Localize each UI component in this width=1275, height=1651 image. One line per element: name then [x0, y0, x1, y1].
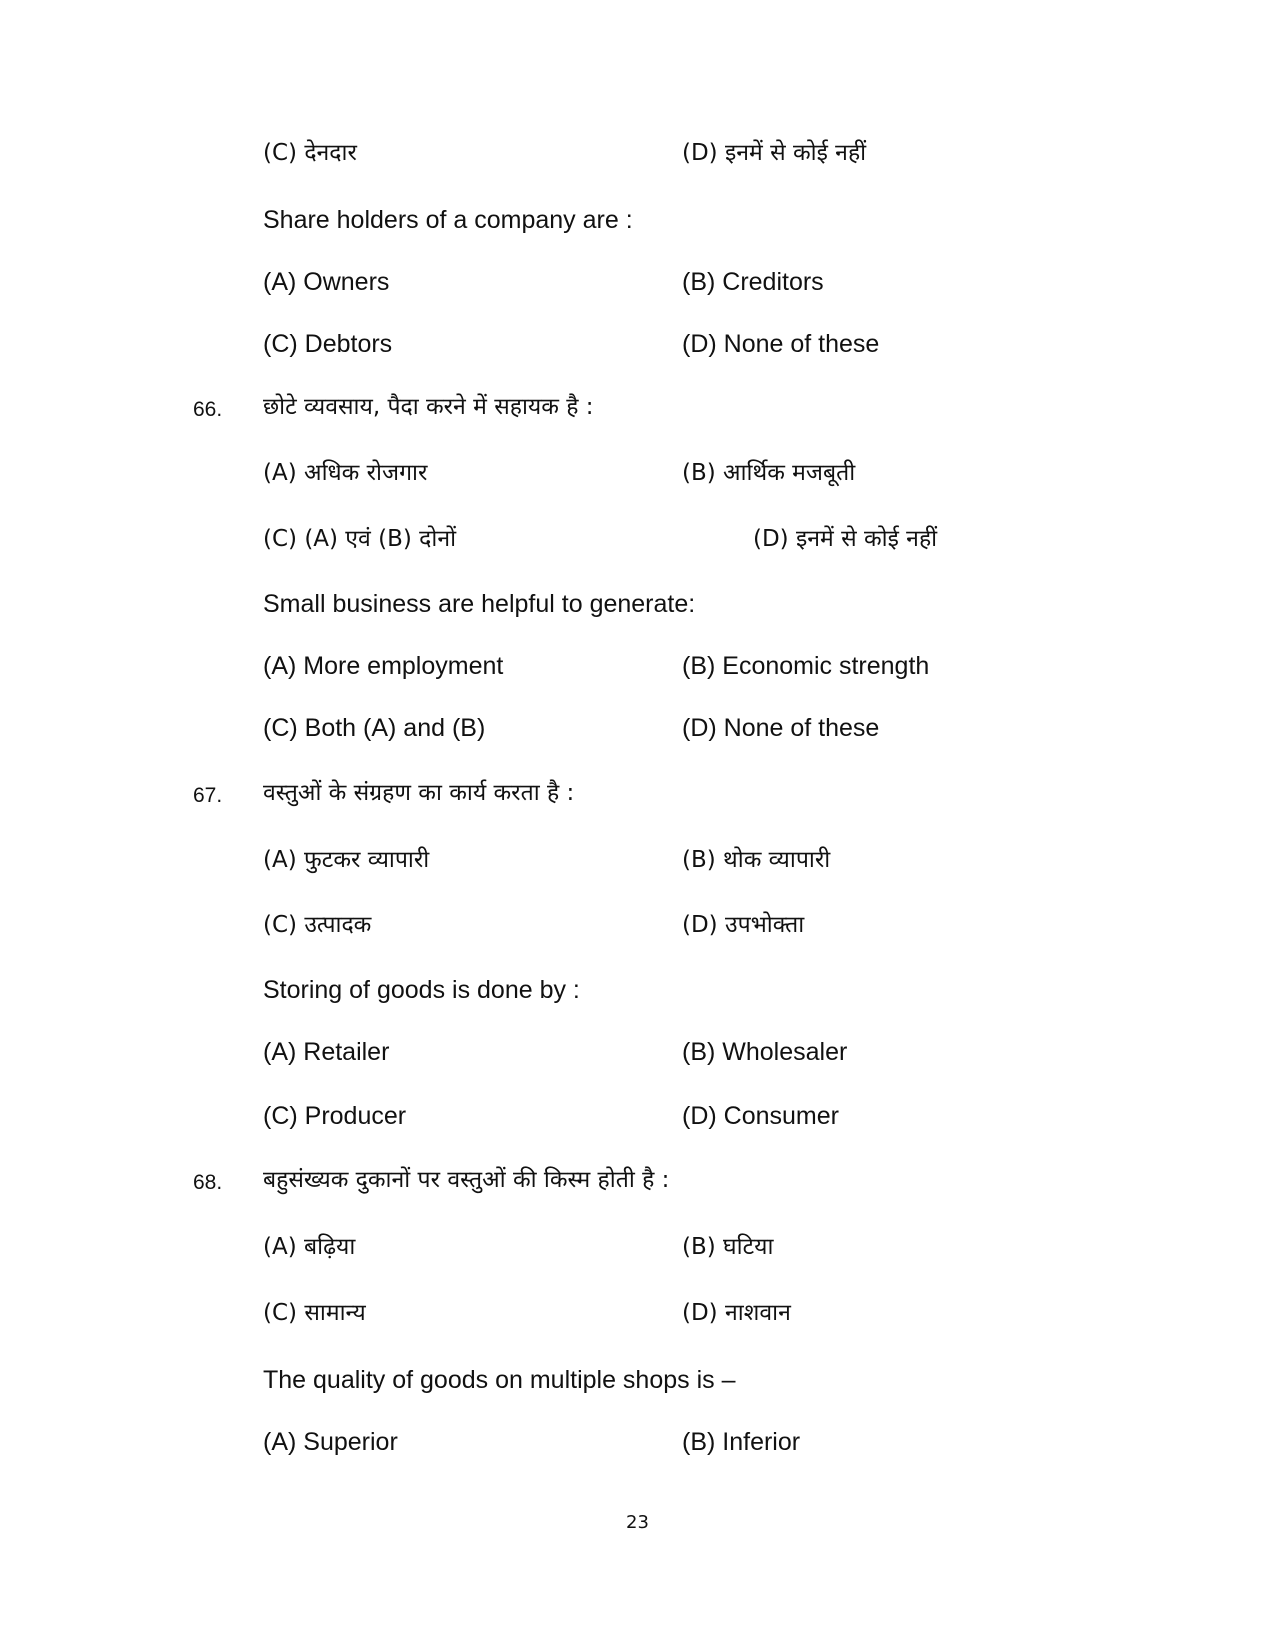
q65-english-option-c: (C) Debtors	[263, 330, 393, 358]
q67-english-option-b: (B) Wholesaler	[682, 1038, 848, 1066]
q68-english-option-b: (B) Inferior	[682, 1428, 801, 1456]
q68-hindi-question: बहुसंख्यक दुकानों पर वस्तुओं की किस्म होती है :	[263, 1167, 670, 1193]
q67-english-question: Storing of goods is done by :	[263, 976, 580, 1004]
q67-hindi-option-b: (B) थोक व्यापारी	[682, 847, 831, 873]
q68-number: 68.	[193, 1171, 223, 1194]
q68-hindi-option-a: (A) बढ़िया	[263, 1234, 356, 1260]
q66-english-option-a: (A) More employment	[263, 652, 504, 680]
q68-english-option-a: (A) Superior	[263, 1428, 398, 1456]
q68-hindi-option-c: (C) सामान्य	[263, 1300, 366, 1326]
q67-hindi-option-c: (C) उत्पादक	[263, 912, 372, 938]
q66-hindi-option-d: (D) इनमें से कोई नहीं	[753, 526, 938, 552]
q66-english-option-c: (C) Both (A) and (B)	[263, 714, 486, 742]
q68-hindi-option-b: (B) घटिया	[682, 1234, 774, 1260]
q66-number: 66.	[193, 398, 223, 421]
q67-english-option-d: (D) Consumer	[682, 1102, 839, 1130]
q66-hindi-question: छोटे व्यवसाय, पैदा करने में सहायक है :	[263, 394, 594, 420]
q66-hindi-option-b: (B) आर्थिक मजबूती	[682, 460, 856, 486]
q67-english-option-c: (C) Producer	[263, 1102, 407, 1130]
q65-english-option-a: (A) Owners	[263, 268, 390, 296]
q67-hindi-option-d: (D) उपभोक्ता	[682, 912, 805, 938]
q65-hindi-option-d: (D) इनमें से कोई नहीं	[682, 140, 867, 166]
page-number: 23	[626, 1512, 649, 1533]
q66-hindi-option-a: (A) अधिक रोजगार	[263, 460, 428, 486]
q65-english-question: Share holders of a company are :	[263, 206, 633, 234]
q65-hindi-option-c: (C) देनदार	[263, 140, 357, 166]
q67-number: 67.	[193, 784, 223, 807]
q67-english-option-a: (A) Retailer	[263, 1038, 390, 1066]
q65-english-option-d: (D) None of these	[682, 330, 880, 358]
q66-hindi-option-c: (C) (A) एवं (B) दोनों	[263, 526, 457, 552]
q65-english-option-b: (B) Creditors	[682, 268, 824, 296]
q67-hindi-question: वस्तुओं के संग्रहण का कार्य करता है :	[263, 780, 575, 806]
q66-english-option-d: (D) None of these	[682, 714, 880, 742]
q68-english-question: The quality of goods on multiple shops is –	[263, 1366, 736, 1394]
q68-hindi-option-d: (D) नाशवान	[682, 1300, 791, 1326]
q66-english-question: Small business are helpful to generate:	[263, 590, 696, 618]
q66-english-option-b: (B) Economic strength	[682, 652, 930, 680]
q67-hindi-option-a: (A) फुटकर व्यापारी	[263, 847, 430, 873]
